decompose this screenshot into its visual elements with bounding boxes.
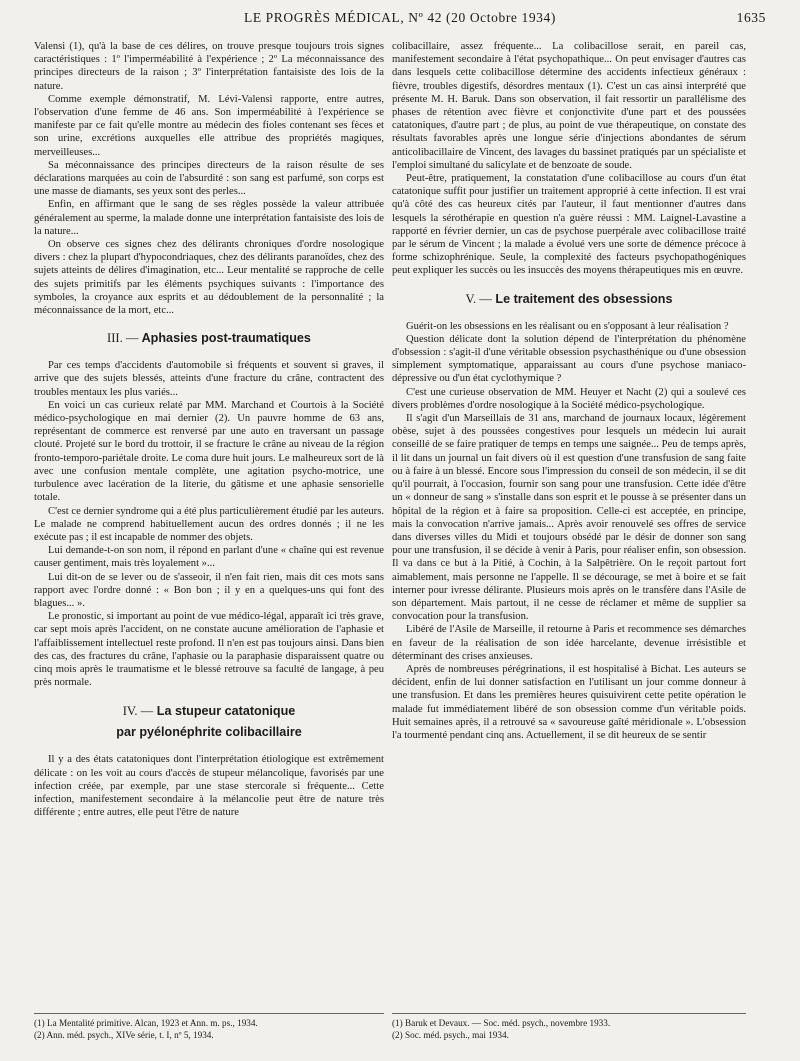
section-heading-4 (34, 701, 384, 743)
footnote: (1) Baruk et Devaux. — Soc. méd. psych., novembre 1933. (392, 1018, 611, 1028)
running-header (30, 6, 770, 30)
paragraph: Question délicate dont la solution dépend de l'interprétation du phénomène d'obsession : s'agit-il d'une véritable obsession psychasthénique ou d'une obsession simplement symptomatique, apparaissant au cours d'une psychose maniaco-dépressive ou d'un état cyclothymique ? (392, 333, 746, 385)
paragraph: En voici un cas curieux relaté par MM. Marchand et Courtois à la Société médico-psychologique en mai dernier (2). Un pauvre homme de 63 ans, représentant de commerce est renversé par une auto en traversant un passage clouté. Projeté sur le bord du trottoir, il se fracture le crâne au niveau de la région fronto-temporo-pariétale droite. Le coma dure huit jours. Le malheureux sort de là avec une confusion mentale complète, une agitation psycho-motrice, une turbulence avec lacération de la literie, du gâtisme et une aphasie sensorielle totale. (34, 399, 384, 504)
paragraph: Lui demande-t-on son nom, il répond en parlant d'une « chaîne qui est revenue causer gentiment, mais très loyalement »... (34, 545, 384, 570)
paragraph: Guérit-on les obsessions en les réalisant ou en s'opposant à leur réalisation ? (406, 320, 729, 332)
paragraph: C'est une curieuse observation de MM. Heuyer et Nacht (2) qui a soulevé ces divers problèmes d'ordre nosologique à la Société médico-psychologique. (392, 386, 746, 411)
section-number: V. — (465, 291, 492, 306)
right-column (392, 40, 746, 742)
section-number: III. — (107, 331, 139, 346)
paragraph: Il s'agit d'un Marseillais de 31 ans, marchand de journaux locaux, légèrement obèse, sujet à des poussées congestives pour lesquels un médecin lui aurait conseillé de se faire pratiquer de temps en temps une saignée... Peu de temps après, il lit dans un journal un fait divers où il est question d'une transfusion de sang faite ou à faire à un blessé. Encore sous l'impression du conseil de son médecin, il se dit qu'il pourrait, à l'occasion, fournir son sang pour une transfusion. Cette idée d'être un « donneur de sang » s'installe dans son esprit et le pousse à se présenter dans un hôpital de la région et à faire sa proposition. Celle-ci est acceptée, en principe, mais la convocation n'arrive jamais... Après avoir renouvelé ses offres de service dans diverses villes du Midi et toujours obsédé par le désir de donner son sang pour une transfusion, il se décide à venir à Paris, pour réaliser enfin, son obsession. Il va dans ce but à la Pitié, à Cochin, à la Salpêtrière. On le reçoit partout fort aimablement, mais personne ne l'appelle. Il se décourage, se met à boire et se fait interner pour ivresse délirante. Plusieurs mois après on le transfère dans l'Asile de son département. Mais partout, il ne cesse de réclamer et même de supplier sa convocation pour la transfusion. (392, 413, 746, 623)
paragraph: Libéré de l'Asile de Marseille, il retourne à Paris et recommence ses démarches en faveur de la réalisation de son idée harcelante, devenue irrésistible et déterminant des crises anxieuses. (392, 624, 746, 662)
paragraph: Comme exemple démonstratif, M. Lévi-Valensi rapporte, entre autres, l'observation d'une femme de 46 ans. Son imperméabilité à l'expérience se manifeste par ce fait qu'elle montre au médecin des fioles contenant ses fèces et son urine, excrétions auxquelles elle attribue des propriétés magiques, merveilleuses... (34, 93, 384, 158)
paragraph: Sa méconnaissance des principes directeurs de la raison résulte de ses déclarations marquées au coin de l'absurdité : son sang est parfumé, son corps est une masse de diamants, ses yeux sont des perles... (34, 159, 384, 198)
paragraph: colibacillaire, assez fréquente... La colibacillose serait, en pareil cas, manifestement secondaire à l'état psychopathique... On peut envisager d'autres cas dans lesquels cette colibacillose détermine des accidents infectieux généraux : fièvre, troubles digestifs, désordres mentaux (1). C'est un cas ainsi interprété que présente M. H. Baruk. Dans son observation, il fait ressortir un parallélisme des phases de rétention avec fièvre et conjonctivite d'une part et des poussées catatoniques, d'autre part ; de plus, au point de vue thérapeutique, on constate des résultats favorables après une longue série d'injections abondantes de sérum anticolibacillaire de Vincent, des lavages du bassinet pratiqués par un spécialiste et l'emploi simultané du salicylate et de benzoate de soude. (392, 41, 746, 171)
page-number: 1635 (736, 10, 766, 25)
paragraph: Enfin, en affirmant que le sang de ses règles possède la valeur attribuée généralement au sperme, la malade donne une interprétation fantaisiste des lois de la nature... (34, 199, 384, 237)
footnote: (2) Ann. méd. psych., XIVe série, t. I, nº 5, 1934. (34, 1029, 214, 1040)
footnote: (2) Soc. méd. psych., mai 1934. (392, 1029, 509, 1040)
paragraph: Valensi (1), qu'à la base de ces délires, on trouve presque toujours trois signes caractéristiques : 1º l'imperméabilité à l'expérience ; 2º La méconnaissance des principes directeurs de la raison ; 3º l'interprétation fantaisiste des lois de la nature. (34, 41, 384, 92)
paragraph: Peut-être, pratiquement, la constatation d'une colibacillose au cours d'un état catatonique suffit pour justifier un traitement approprié à cette infection. Il est vrai qu'à côté des cas heureux cités par l'auteur, il faut mentionner d'autres dans lesquels la sérothérapie en question n'a guère réussi : MM. Laignel-Lavastine a rapporté en février dernier, un cas de psychose puerpérale avec colibacillose traité par le sérum de Vincent ; la malade a évolué vers une sorte de démence précoce à forme schizophrénique. Seule, la complexité des facteurs psychopathogéniques peut expliquer les succès ou les insuccès des moyens thérapeutiques mis en œuvre. (392, 173, 746, 277)
paragraph: Le pronostic, si important au point de vue médico-légal, apparaît ici très grave, car sept mois après l'accident, on ne constate aucune amélioration de l'aphasie et l'affaiblissement intellectuel reste profond. Il n'en est pas toujours ainsi. Dans bien des cas, des fractures du crâne, l'aphasie ou la paraphasie disparaissent quatre ou cinq mois après le traumatisme et le blessé retrouve sa faculté de langage, à peu près normale. (34, 611, 384, 689)
section-heading-5 (392, 290, 746, 308)
journal-title: LE PROGRÈS MÉDICAL, Nº 42 (20 Octobre 1934) (244, 10, 556, 25)
section-number: IV. — (122, 704, 154, 719)
section-title: La stupeur catatonique (156, 704, 296, 719)
section-subtitle: par pyélonéphrite colibacillaire (116, 725, 302, 740)
section-title: Aphasies post-traumatiques (141, 331, 311, 346)
footnote: (1) La Mentalité primitive. Alcan, 1923 et Ann. m. ps., 1934. (34, 1018, 258, 1028)
left-column (34, 40, 384, 819)
paragraph: On observe ces signes chez des délirants chroniques d'ordre nosologique divers : chez la plupart d'hypocondriaques, chez des délirants paranoïdes, chez des sujets atteints de délires d'imagination, etc... Leur mentalité se rapproche de celle des sujets primitifs par les éléments psychiques suivants : l'importance des symboles, la croyance aux esprits et au dédoublement de la personnalité ; la méconnaissance de la mort, etc... (34, 239, 384, 317)
paragraph: Après de nombreuses pérégrinations, il est hospitalisé à Bichat. Les auteurs se décident, enfin de lui donner satisfaction en l'utilisant un jour comme donneur à une transfusion. Et dans les premières heures quisuivirent cette petite opération le malade fut immédiatement libéré de son obsession comme d'un véritable poids. Huit semaines après, il a retrouvé sa « savoureuse gaîté méridionale ». L'obsession l'a tourmenté pendant cinq ans. Actuellement, il se dit heureux de se sentir (392, 663, 746, 741)
footnotes-left (34, 1013, 384, 1041)
section-heading-3 (34, 329, 384, 347)
paragraph: Lui dit-on de se lever ou de s'asseoir, il n'en fait rien, mais dit ces mots sans rapport avec l'ordre donné : « Bon bon ; il y en a quelques-uns qui font des blagues... ». (34, 571, 384, 609)
paragraph: C'est ce dernier syndrome qui a été plus particulièrement étudié par les auteurs. Le malade ne comprend habituellement aucun des ordres donnés ; il ne les exécute pas ; il est incapable de nommer des objets. (34, 505, 384, 543)
paragraph: Il y a des états catatoniques dont l'interprétation étiologique est extrêmement délicate : on les voit au cours d'accès de stupeur mélancolique, favorisés par une infection créée, par exemple, par une stase stercorale si fréquente... Cette infection, manifestement secondaire à la mélancolie peut être de nature très différente ; entre autres, elle peut l'être de nature (34, 754, 384, 819)
footnotes-right (392, 1013, 746, 1041)
section-title: Le traitement des obsessions (495, 291, 673, 306)
paragraph: Par ces temps d'accidents d'automobile si fréquents et souvent si graves, il arrive que des sujets blessés, atteints d'une fracture du crâne, contractent des troubles mentaux les plus variés... (34, 360, 384, 398)
